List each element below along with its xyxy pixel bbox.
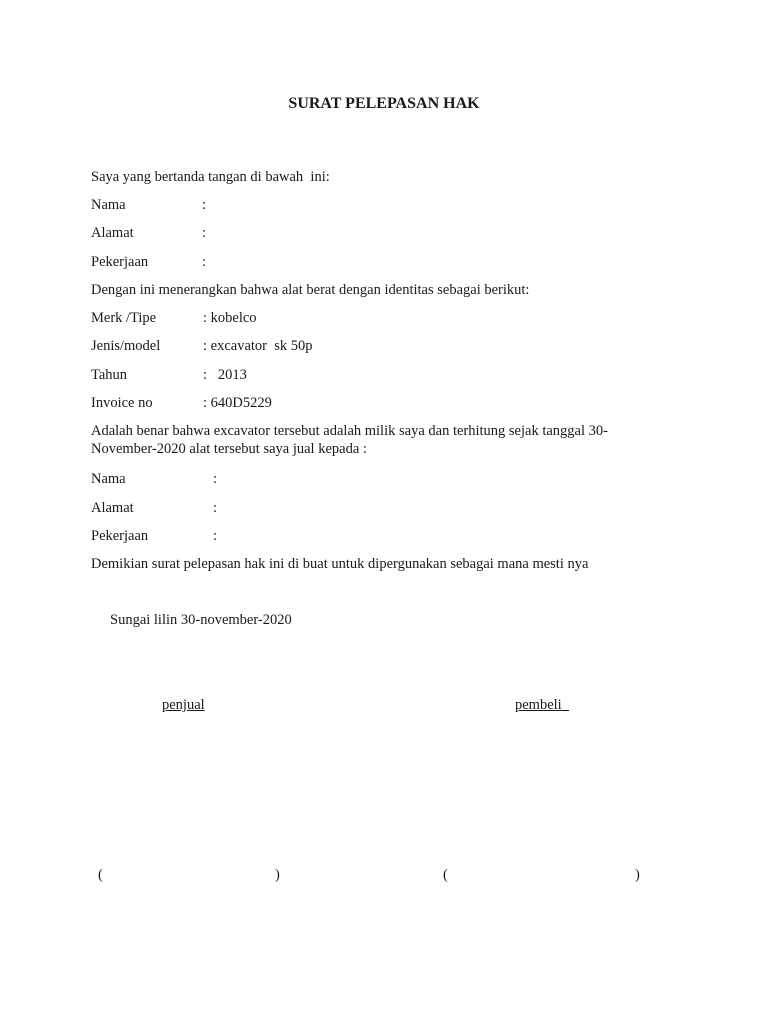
equipment-invoice-label: Invoice no [91, 395, 153, 411]
seller-signature-open-paren: ( [98, 867, 103, 883]
buyer-signature-label: pembeli [515, 697, 569, 713]
seller-occupation-label: Pekerjaan [91, 254, 149, 270]
equipment-year-label: Tahun [91, 367, 128, 383]
seller-signature-label: penjual [162, 697, 205, 713]
equipment-brand-value: : kobelco [203, 310, 257, 326]
buyer-address-colon: : [213, 500, 218, 516]
seller-name-label: Nama [91, 197, 126, 213]
statement-text: Dengan ini menerangkan bahwa alat berat dengan identitas sebagai berikut: [91, 282, 530, 298]
buyer-occupation-label: Pekerjaan [91, 528, 149, 544]
seller-name-colon: : [202, 197, 207, 213]
buyer-signature-open-paren: ( [443, 867, 448, 883]
seller-occupation-colon: : [202, 254, 207, 270]
seller-address-colon: : [202, 225, 207, 241]
equipment-brand-label: Merk /Tipe [91, 310, 157, 326]
equipment-model-value: : excavator sk 50p [203, 338, 313, 354]
closing-text: Demikian surat pelepasan hak ini di buat untuk dipergunakan sebagai mana mesti nya [91, 556, 589, 572]
ownership-text: Adalah benar bahwa excavator tersebut adalah milik saya dan terhitung sejak tanggal 30-November-2020 alat tersebut saya jual kepada : [91, 423, 608, 457]
equipment-invoice-value: : 640D5229 [203, 395, 272, 411]
place-date: Sungai lilin 30-november-2020 [110, 612, 292, 628]
buyer-signature-close-paren: ) [635, 867, 640, 883]
seller-signature-close-paren: ) [275, 867, 280, 883]
buyer-occupation-colon: : [213, 528, 218, 544]
equipment-model-label: Jenis/model [91, 338, 161, 354]
intro-text: Saya yang bertanda tangan di bawah ini: [91, 169, 330, 185]
document-title: SURAT PELEPASAN HAK [288, 95, 480, 112]
equipment-year-value: : 2013 [203, 367, 247, 383]
seller-address-label: Alamat [91, 225, 134, 241]
buyer-name-colon: : [213, 471, 218, 487]
buyer-name-label: Nama [91, 471, 126, 487]
buyer-address-label: Alamat [91, 500, 134, 516]
